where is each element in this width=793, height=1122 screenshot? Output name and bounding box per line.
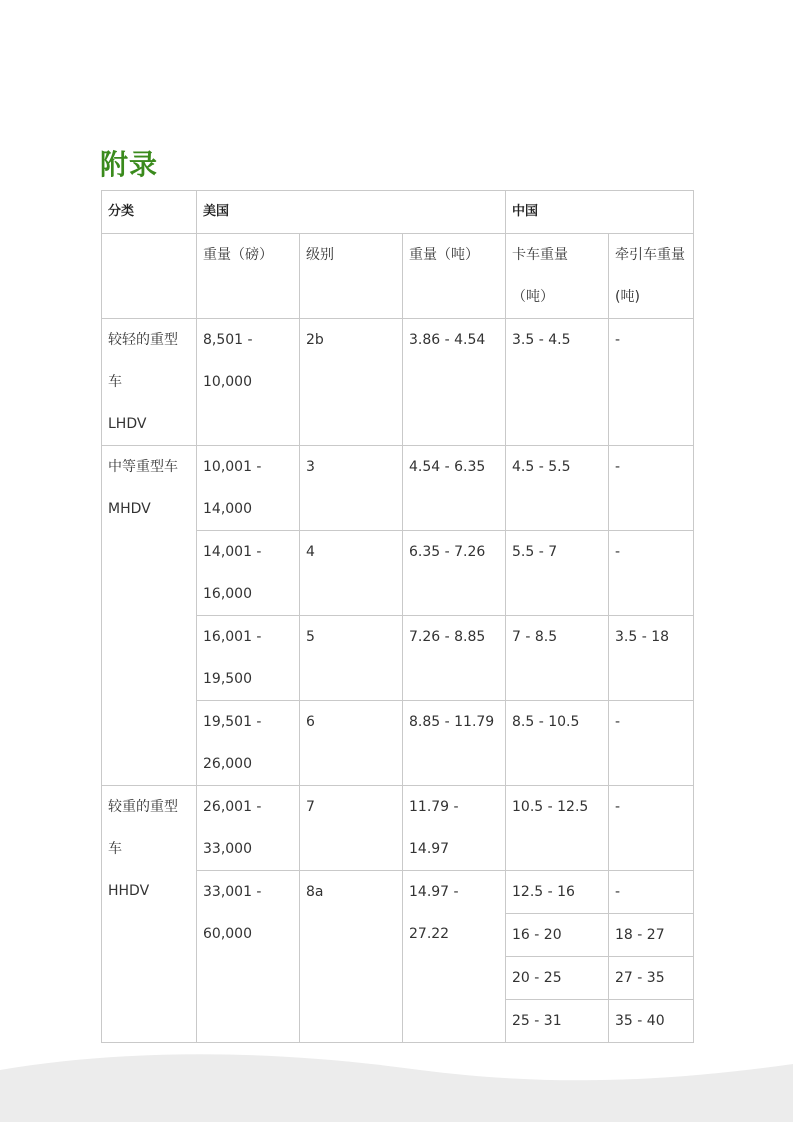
header-category: 分类 bbox=[102, 191, 197, 234]
cell-tractor: - bbox=[609, 531, 694, 616]
cell-truck: 20 - 25 bbox=[506, 957, 609, 1000]
cell-class: 4 bbox=[300, 531, 403, 616]
cell-weight-t: 14.97 - 27.22 bbox=[403, 871, 506, 1043]
cell-truck: 5.5 - 7 bbox=[506, 531, 609, 616]
cell-class: 2b bbox=[300, 319, 403, 446]
cell-tractor: - bbox=[609, 786, 694, 871]
subheader-tractor-weight: 牵引车重量 (吨) bbox=[609, 234, 694, 319]
cell-weight-lb: 14,001 - 16,000 bbox=[197, 531, 300, 616]
subheader-class: 级别 bbox=[300, 234, 403, 319]
cell-truck: 10.5 - 12.5 bbox=[506, 786, 609, 871]
header-china: 中国 bbox=[506, 191, 694, 234]
cell-weight-t: 11.79 - 14.97 bbox=[403, 786, 506, 871]
cell-truck: 3.5 - 4.5 bbox=[506, 319, 609, 446]
cell-weight-t: 3.86 - 4.54 bbox=[403, 319, 506, 446]
cell-truck: 16 - 20 bbox=[506, 914, 609, 957]
cell-tractor: - bbox=[609, 446, 694, 531]
table-row bbox=[102, 786, 694, 871]
cell-weight-lb: 16,001 - 19,500 bbox=[197, 616, 300, 701]
cell-tractor: 35 - 40 bbox=[609, 1000, 694, 1043]
cell-weight-lb: 10,001 - 14,000 bbox=[197, 446, 300, 531]
cell-weight-lb: 8,501 - 10,000 bbox=[197, 319, 300, 446]
page-title: 附录 bbox=[100, 148, 159, 181]
cell-class: 8a bbox=[300, 871, 403, 1043]
table-row bbox=[102, 319, 694, 446]
cell-tractor: - bbox=[609, 871, 694, 914]
group-heavy: 较重的重型车 HHDV bbox=[102, 786, 197, 1043]
cell-tractor: 27 - 35 bbox=[609, 957, 694, 1000]
cell-class: 6 bbox=[300, 701, 403, 786]
cell-class: 5 bbox=[300, 616, 403, 701]
subheader-weight-t: 重量（吨） bbox=[403, 234, 506, 319]
cell-class: 3 bbox=[300, 446, 403, 531]
cell-tractor: 3.5 - 18 bbox=[609, 616, 694, 701]
cell-weight-lb: 33,001 - 60,000 bbox=[197, 871, 300, 1043]
group-medium: 中等重型车 MHDV bbox=[102, 446, 197, 786]
cell-tractor: 18 - 27 bbox=[609, 914, 694, 957]
cell-weight-t: 7.26 - 8.85 bbox=[403, 616, 506, 701]
cell-truck: 25 - 31 bbox=[506, 1000, 609, 1043]
table-row bbox=[102, 446, 694, 531]
group-light: 较轻的重型车 LHDV bbox=[102, 319, 197, 446]
subheader-truck-weight: 卡车重量（吨） bbox=[506, 234, 609, 319]
subheader-empty bbox=[102, 234, 197, 319]
cell-weight-t: 8.85 - 11.79 bbox=[403, 701, 506, 786]
cell-tractor: - bbox=[609, 319, 694, 446]
vehicle-class-table bbox=[101, 190, 694, 1043]
cell-weight-t: 6.35 - 7.26 bbox=[403, 531, 506, 616]
header-usa: 美国 bbox=[197, 191, 506, 234]
table-header-row bbox=[102, 191, 694, 234]
cell-truck: 4.5 - 5.5 bbox=[506, 446, 609, 531]
cell-tractor: - bbox=[609, 701, 694, 786]
table-subheader-row bbox=[102, 234, 694, 319]
cell-truck: 7 - 8.5 bbox=[506, 616, 609, 701]
cell-truck: 12.5 - 16 bbox=[506, 871, 609, 914]
footer-wave-decoration bbox=[0, 1052, 793, 1122]
cell-class: 7 bbox=[300, 786, 403, 871]
cell-weight-lb: 19,501 - 26,000 bbox=[197, 701, 300, 786]
subheader-weight-lb: 重量（磅） bbox=[197, 234, 300, 319]
cell-truck: 8.5 - 10.5 bbox=[506, 701, 609, 786]
cell-weight-t: 4.54 - 6.35 bbox=[403, 446, 506, 531]
cell-weight-lb: 26,001 - 33,000 bbox=[197, 786, 300, 871]
